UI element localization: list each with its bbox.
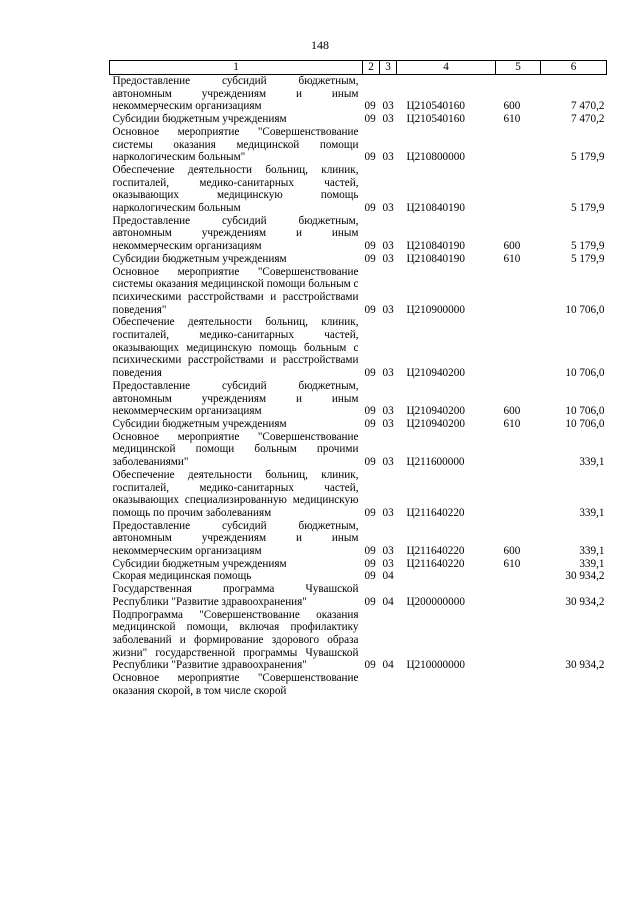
page-number: 148 [311,38,329,52]
row-expense-type [496,609,541,673]
row-section: 09 [364,506,376,519]
row-amount: 30 934,2 [565,595,605,608]
row-name-text: Основное мероприятие "Совершенствование системы оказания медицинской помощи наркологическим больным" [112,125,359,164]
row-target-article [397,672,496,697]
table-row [110,266,607,317]
row-amount: 339,1 [579,456,605,469]
row-subsection: 04 [382,659,394,672]
table-row [110,558,607,571]
row-amount: 339,1 [579,557,605,570]
row-section: 09 [364,417,376,430]
row-section: 09 [364,252,376,265]
row-name-text: Основное мероприятие "Совершенствование оказания скорой, в том числе скорой [112,672,359,697]
row-expense-type [496,266,541,317]
column-header-subsection: 3 [380,61,397,75]
row-name [110,126,363,164]
row-section: 09 [364,545,376,558]
row-name [110,215,363,253]
row-name [110,583,363,608]
row-expense-type [496,583,541,608]
row-amount: 7 470,2 [570,113,605,126]
table-row [110,570,607,583]
row-target-article: Ц200000000 [406,595,465,608]
row-amount [541,672,607,697]
row-name-text: Предоставление субсидий бюджетным, автономным учреждениям и иным некоммерческим организациям [112,379,359,418]
row-expense-type [496,469,541,520]
row-section: 09 [364,659,376,672]
table-row [110,583,607,608]
row-amount: 10 706,0 [565,417,605,430]
table-row [110,164,607,215]
row-name [110,253,363,266]
row-name-text: Субсидии бюджетным учреждениям [112,113,287,126]
row-expense-type [496,164,541,215]
row-name-text: Основное мероприятие "Совершенствование медицинской помощи больным прочими заболеваниями" [112,430,359,469]
row-name-text: Обеспечение деятельности больниц, клиник, госпиталей, медико-санитарных частей, оказывающих специализированную медицинскую помощь по прочим заболеваниям [112,468,359,519]
row-amount: 5 179,9 [570,252,605,265]
row-target-article [397,570,496,583]
column-header-expense-type: 5 [496,61,541,75]
row-section: 09 [364,100,376,113]
row-name [110,431,363,469]
row-subsection: 03 [382,240,394,253]
row-name-text: Предоставление субсидий бюджетным, автономным учреждениям и иным некоммерческим организациям [112,75,359,113]
row-target-article: Ц211640220 [406,506,465,519]
column-header-section: 2 [363,61,380,75]
row-amount: 10 706,0 [565,303,605,316]
row-amount: 339,1 [579,506,605,519]
row-name [110,520,363,558]
row-target-article: Ц210900000 [406,303,465,316]
row-name [110,113,363,126]
row-section: 09 [364,570,376,583]
row-expense-type: 610 [503,417,521,430]
row-name-text: Субсидии бюджетным учреждениям [112,557,287,570]
row-name [110,469,363,520]
table-row [110,126,607,164]
row-section: 09 [364,405,376,418]
row-section: 09 [364,303,376,316]
column-header-amount: 6 [541,61,607,75]
table-row [110,113,607,126]
row-expense-type [496,126,541,164]
row-target-article: Ц210540160 [406,113,465,126]
table-row [110,431,607,469]
row-section: 09 [364,367,376,380]
row-subsection: 04 [382,570,394,583]
row-subsection: 03 [382,151,394,164]
row-name-text: Предоставление субсидий бюджетным, автономным учреждениям и иным некоммерческим организациям [112,519,359,558]
row-amount: 10 706,0 [565,405,605,418]
table-row [110,75,607,114]
table-row [110,672,607,697]
row-expense-type: 600 [503,100,521,113]
row-name [110,609,363,673]
row-subsection [380,672,397,697]
row-section: 09 [364,595,376,608]
row-subsection: 03 [382,303,394,316]
row-expense-type: 600 [503,545,521,558]
table-row [110,520,607,558]
row-target-article: Ц210000000 [406,659,465,672]
budget-table [109,60,607,697]
row-target-article: Ц211640220 [406,557,465,570]
row-amount: 339,1 [579,545,605,558]
row-subsection: 04 [382,595,394,608]
row-name [110,672,363,697]
row-amount: 10 706,0 [565,367,605,380]
row-name-text: Обеспечение деятельности больниц, клиник, госпиталей, медико-санитарных частей, оказывающих медицинскую помощь больным с психическими расстройствами и расстройствами поведения [112,316,359,380]
column-header-name: 1 [110,61,363,75]
row-name [110,75,363,114]
row-name [110,266,363,317]
row-amount: 7 470,2 [570,100,605,113]
row-target-article: Ц211600000 [406,456,465,469]
row-target-article: Ц210940200 [406,417,465,430]
row-expense-type: 610 [503,113,521,126]
row-subsection: 03 [382,202,394,215]
table-row [110,253,607,266]
row-name [110,380,363,418]
row-name-text: Предоставление субсидий бюджетным, автономным учреждениям и иным некоммерческим организациям [112,214,359,253]
table-header [110,61,607,75]
row-target-article: Ц210800000 [406,151,465,164]
row-name-text: Подпрограмма "Совершенствование оказания медицинской помощи, включая профилактику заболеваний и формирование здорового образа жизни" государственной программы Чувашской Республики "Развитие здравоохранения" [112,608,359,672]
row-subsection: 03 [382,100,394,113]
row-expense-type [496,431,541,469]
row-expense-type [496,316,541,380]
row-target-article: Ц210540160 [406,100,465,113]
row-amount: 30 934,2 [565,570,605,583]
row-section: 09 [364,151,376,164]
row-expense-type: 610 [503,557,521,570]
row-amount: 30 934,2 [565,659,605,672]
row-name-text: Субсидии бюджетным учреждениям [112,252,287,265]
table-row [110,316,607,380]
row-target-article: Ц210940200 [406,405,465,418]
row-subsection: 03 [382,557,394,570]
row-target-article: Ц210840190 [406,252,465,265]
row-target-article: Ц211640220 [406,545,465,558]
row-subsection: 03 [382,545,394,558]
row-expense-type: 600 [503,405,521,418]
table-row [110,215,607,253]
row-amount: 5 179,9 [570,151,605,164]
row-amount: 5 179,9 [570,202,605,215]
row-subsection: 03 [382,456,394,469]
row-section: 09 [364,557,376,570]
row-name [110,570,363,583]
table-row [110,609,607,673]
row-section: 09 [364,113,376,126]
row-name-text: Субсидии бюджетным учреждениям [112,417,287,430]
row-subsection: 03 [382,113,394,126]
row-section: 09 [364,240,376,253]
row-name [110,164,363,215]
row-target-article: Ц210840190 [406,240,465,253]
row-name [110,418,363,431]
row-section: 09 [364,202,376,215]
row-name [110,316,363,380]
header-row [110,61,607,75]
row-amount: 5 179,9 [570,240,605,253]
row-name-text: Обеспечение деятельности больниц, клиник, госпиталей, медико-санитарных частей, оказывающих медицинскую помощь наркологическим больным [112,163,359,215]
row-name-text: Государственная программа Чувашской Республики "Развитие здравоохранения" [112,583,359,608]
row-subsection: 03 [382,417,394,430]
row-section: 09 [364,456,376,469]
table-body [110,75,607,698]
row-subsection: 03 [382,506,394,519]
row-target-article: Ц210840190 [406,202,465,215]
row-subsection: 03 [382,405,394,418]
column-header-target-article: 4 [397,61,496,75]
row-target-article: Ц210940200 [406,367,465,380]
row-name [110,558,363,571]
row-expense-type: 610 [503,252,521,265]
table-row [110,469,607,520]
row-expense-type [496,672,541,697]
row-subsection: 03 [382,367,394,380]
row-section [363,672,380,697]
row-subsection: 03 [382,252,394,265]
row-expense-type: 600 [503,240,521,253]
table-row [110,380,607,418]
row-expense-type [496,570,541,583]
table-row [110,418,607,431]
row-name-text: Скорая медицинская помощь [112,570,252,583]
row-name-text: Основное мероприятие "Совершенствование системы оказания медицинской помощи больным с психическими расстройствами и расстройствами поведения" [112,265,359,316]
